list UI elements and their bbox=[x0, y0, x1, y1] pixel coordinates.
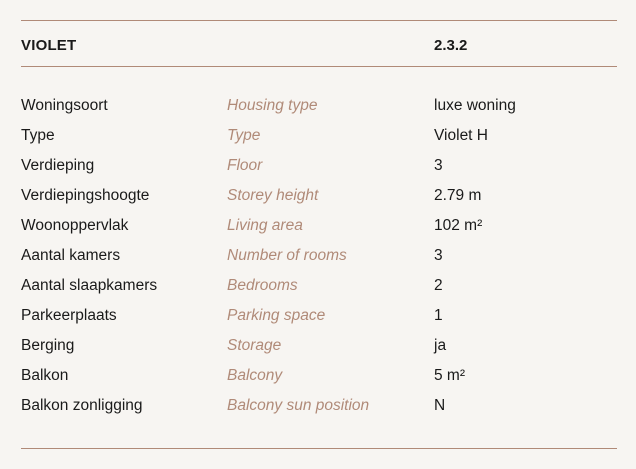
spec-row-parking-space bbox=[21, 302, 617, 332]
spec-value: luxe woning bbox=[434, 97, 516, 114]
spec-row-balcony-sun-position bbox=[21, 392, 617, 422]
spec-value: 2.79 m bbox=[434, 187, 482, 204]
unit-name: VIOLET bbox=[21, 37, 77, 54]
spec-row-floor bbox=[21, 152, 617, 182]
english-label: Number of rooms bbox=[227, 247, 347, 264]
english-label: Bedrooms bbox=[227, 277, 298, 294]
bottom-divider bbox=[21, 448, 617, 449]
english-label: Storage bbox=[227, 337, 282, 354]
dutch-label: Balkon zonligging bbox=[21, 397, 143, 414]
spec-row-balcony bbox=[21, 362, 617, 392]
english-label: Living area bbox=[227, 217, 303, 234]
dutch-label: Aantal slaapkamers bbox=[21, 277, 158, 294]
dutch-label: Woningsoort bbox=[21, 97, 108, 114]
spec-row-housing-type bbox=[21, 92, 617, 122]
dutch-label: Type bbox=[21, 127, 55, 144]
spec-value: ja bbox=[434, 337, 447, 354]
spec-table bbox=[21, 92, 617, 422]
unit-code: 2.3.2 bbox=[434, 37, 468, 54]
spec-value: 5 m² bbox=[434, 367, 465, 384]
spec-row-number-of-rooms bbox=[21, 242, 617, 272]
english-label: Balcony bbox=[227, 367, 283, 384]
spec-value: N bbox=[434, 397, 446, 414]
dutch-label: Balkon bbox=[21, 367, 69, 384]
spec-sheet bbox=[21, 20, 617, 422]
spec-row-storage bbox=[21, 332, 617, 362]
spec-header bbox=[21, 21, 617, 66]
dutch-label: Verdiepingshoogte bbox=[21, 187, 150, 204]
dutch-label: Parkeerplaats bbox=[21, 307, 117, 324]
english-label: Parking space bbox=[227, 307, 326, 324]
english-label: Balcony sun position bbox=[227, 397, 370, 414]
spec-row-type bbox=[21, 122, 617, 152]
dutch-label: Woonoppervlak bbox=[21, 217, 129, 234]
spec-value: 3 bbox=[434, 247, 443, 264]
spec-value: 3 bbox=[434, 157, 443, 174]
english-label: Housing type bbox=[227, 97, 318, 114]
dutch-label: Aantal kamers bbox=[21, 247, 121, 264]
spec-value: 102 m² bbox=[434, 217, 483, 234]
spec-row-living-area bbox=[21, 212, 617, 242]
english-label: Storey height bbox=[227, 187, 319, 204]
spec-row-bedrooms bbox=[21, 272, 617, 302]
spec-row-storey-height bbox=[21, 182, 617, 212]
spec-value: 1 bbox=[434, 307, 443, 324]
english-label: Type bbox=[227, 127, 261, 144]
dutch-label: Berging bbox=[21, 337, 75, 354]
spec-value: Violet H bbox=[434, 127, 488, 144]
spec-value: 2 bbox=[434, 277, 443, 294]
dutch-label: Verdieping bbox=[21, 157, 95, 174]
header-divider bbox=[21, 66, 617, 67]
english-label: Floor bbox=[227, 157, 263, 174]
